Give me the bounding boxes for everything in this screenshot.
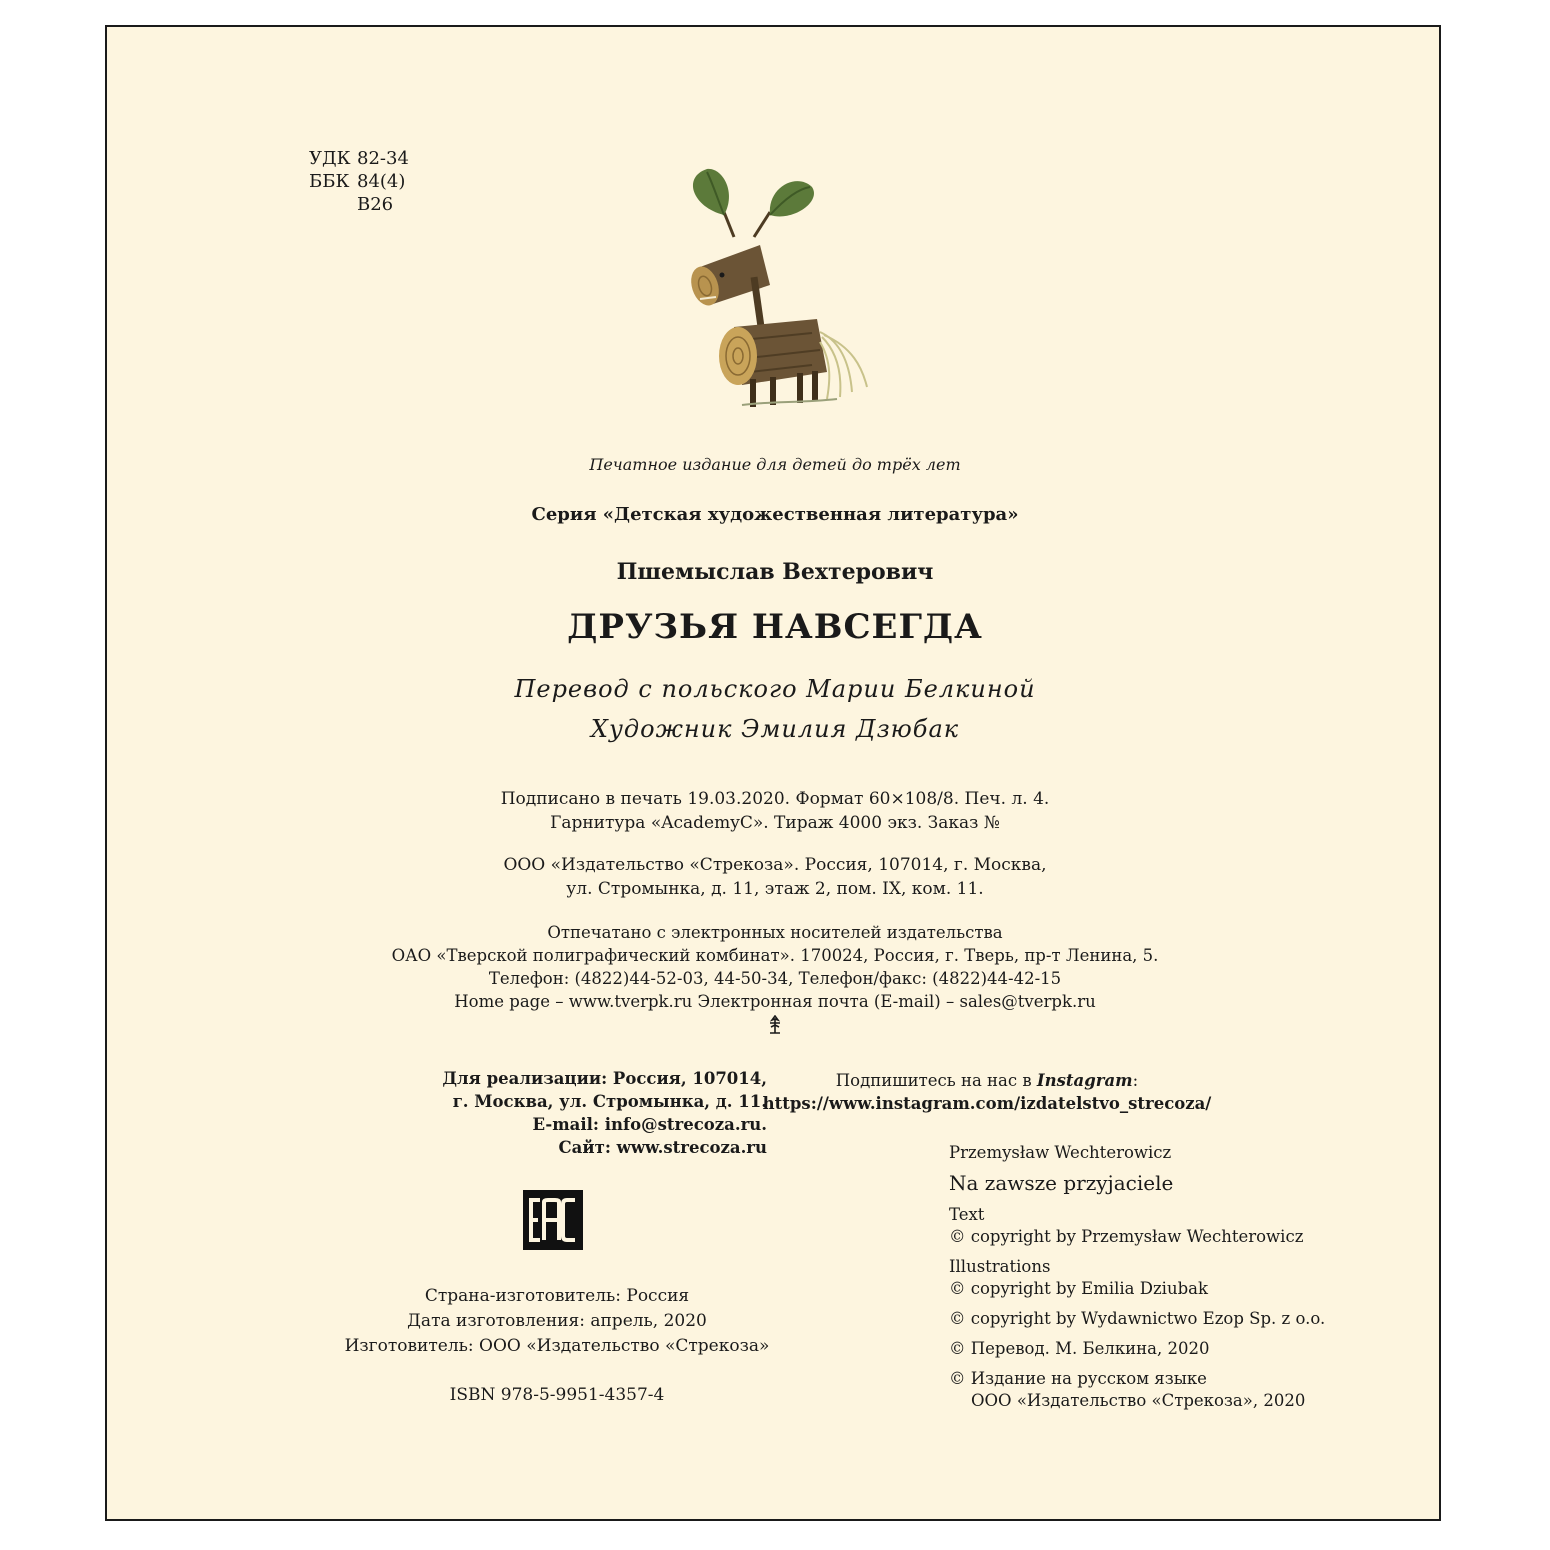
print-info-line: Гарнитура «AcademyC». Тираж 4000 экз. Заказ № [550,813,1000,833]
printer-info-line: Телефон: (4822)44-52-03, 44-50-34, Телефон/факс: (4822)44-42-15 [488,969,1062,988]
manufacture-line: Дата изготовления: апрель, 2020 [407,1311,707,1331]
printer-logo-icon [765,1015,785,1035]
translation-credit: Перевод с польского Марии Белкиной [514,675,1036,703]
code-value: 84(4) [357,171,406,192]
classification-codes [309,147,409,216]
author-name: Пшемыслав Вехтерович [616,559,934,585]
original-title: Na zawsze przyjaciele [949,1171,1174,1195]
code-key: ББК [309,171,350,192]
print-info [107,787,1443,835]
eac-mark-icon [523,1190,583,1250]
sales-line: Для реализации: Россия, 107014, [442,1069,767,1088]
leaf-antler-left [693,169,734,237]
instagram-prompt [707,1069,1267,1092]
publisher-copyright: © copyright by Wydawnictwo Ezop Sp. z o.o. [949,1309,1326,1328]
code-key: УДК [309,148,351,169]
sales-contacts [307,1067,767,1159]
book-title: ДРУЗЬЯ НАВСЕГДА [567,607,983,647]
sales-line: г. Москва, ул. Стромынка, д. 11. [452,1092,767,1111]
publisher-info-line: ООО «Издательство «Стрекоза». Россия, 107014, г. Москва, [503,855,1047,875]
illustrations-label: Illustrations [949,1257,1051,1276]
instagram-block [707,1069,1267,1115]
series-title: Серия «Детская художественная литература» [531,504,1019,525]
instagram-brand: Instagram [1036,1071,1133,1090]
instagram-prefix: Подпишитесь на нас в [835,1071,1032,1090]
publisher-info [107,853,1443,901]
code-bbk [309,170,409,193]
code-author-mark [309,193,409,216]
text-copyright: © copyright by Przemysław Wechterowicz [949,1227,1304,1246]
printer-info-line: Home page – www.tverpk.ru Электронная почта (E-mail) – sales@tverpk.ru [454,992,1096,1011]
illustrations-copyright: © copyright by Emilia Dziubak [949,1279,1208,1298]
illustrator-credit: Художник Эмилия Дзюбак [590,715,960,743]
text-label: Text [949,1205,985,1224]
sales-email[interactable]: E-mail: info@strecoza.ru. [532,1115,767,1134]
grass-tail [820,332,867,399]
manufacture-info [297,1284,817,1359]
ground-shadow [742,399,837,405]
isbn: ISBN 978-5-9951-4357-4 [449,1385,665,1405]
log-deer-illustration [672,167,872,407]
age-note: Печатное издание для детей до трёх лет [589,455,961,474]
credits [107,669,1443,749]
instagram-link[interactable]: https://www.instagram.com/izdatelstvo_strecoza/ [762,1094,1212,1113]
edition-copyright: © Издание на русском языке [949,1369,1207,1388]
body-log [719,319,827,385]
code-value: В26 [357,194,394,215]
publisher-info-line: ул. Стромынка, д. 11, этаж 2, пом. IX, ком. 11. [566,879,984,899]
code-udk [309,147,409,170]
original-author: Przemysław Wechterowicz [949,1143,1172,1162]
printer-info-line: Отпечатано с электронных носителей издательства [547,923,1003,942]
print-info-line: Подписано в печать 19.03.2020. Формат 60×108/8. Печ. л. 4. [500,789,1050,809]
sales-website[interactable]: Сайт: www.strecoza.ru [558,1138,767,1157]
manufacture-line: Изготовитель: ООО «Издательство «Стрекоза» [344,1336,770,1356]
manufacture-line: Страна-изготовитель: Россия [424,1286,690,1306]
printer-info [107,921,1443,1013]
edition-copyright-publisher: ООО «Издательство «Стрекоза», 2020 [971,1391,1306,1410]
instagram-suffix: : [1132,1071,1139,1090]
printer-info-line: ОАО «Тверской полиграфический комбинат». 170024, Россия, г. Тверь, пр-т Ленина, 5. [391,946,1159,965]
leaf-antler-right [754,181,814,237]
code-value: 82-34 [357,148,409,169]
code-key [309,193,357,216]
imprint-page [105,25,1441,1521]
translation-copyright: © Перевод. М. Белкина, 2020 [949,1339,1210,1358]
